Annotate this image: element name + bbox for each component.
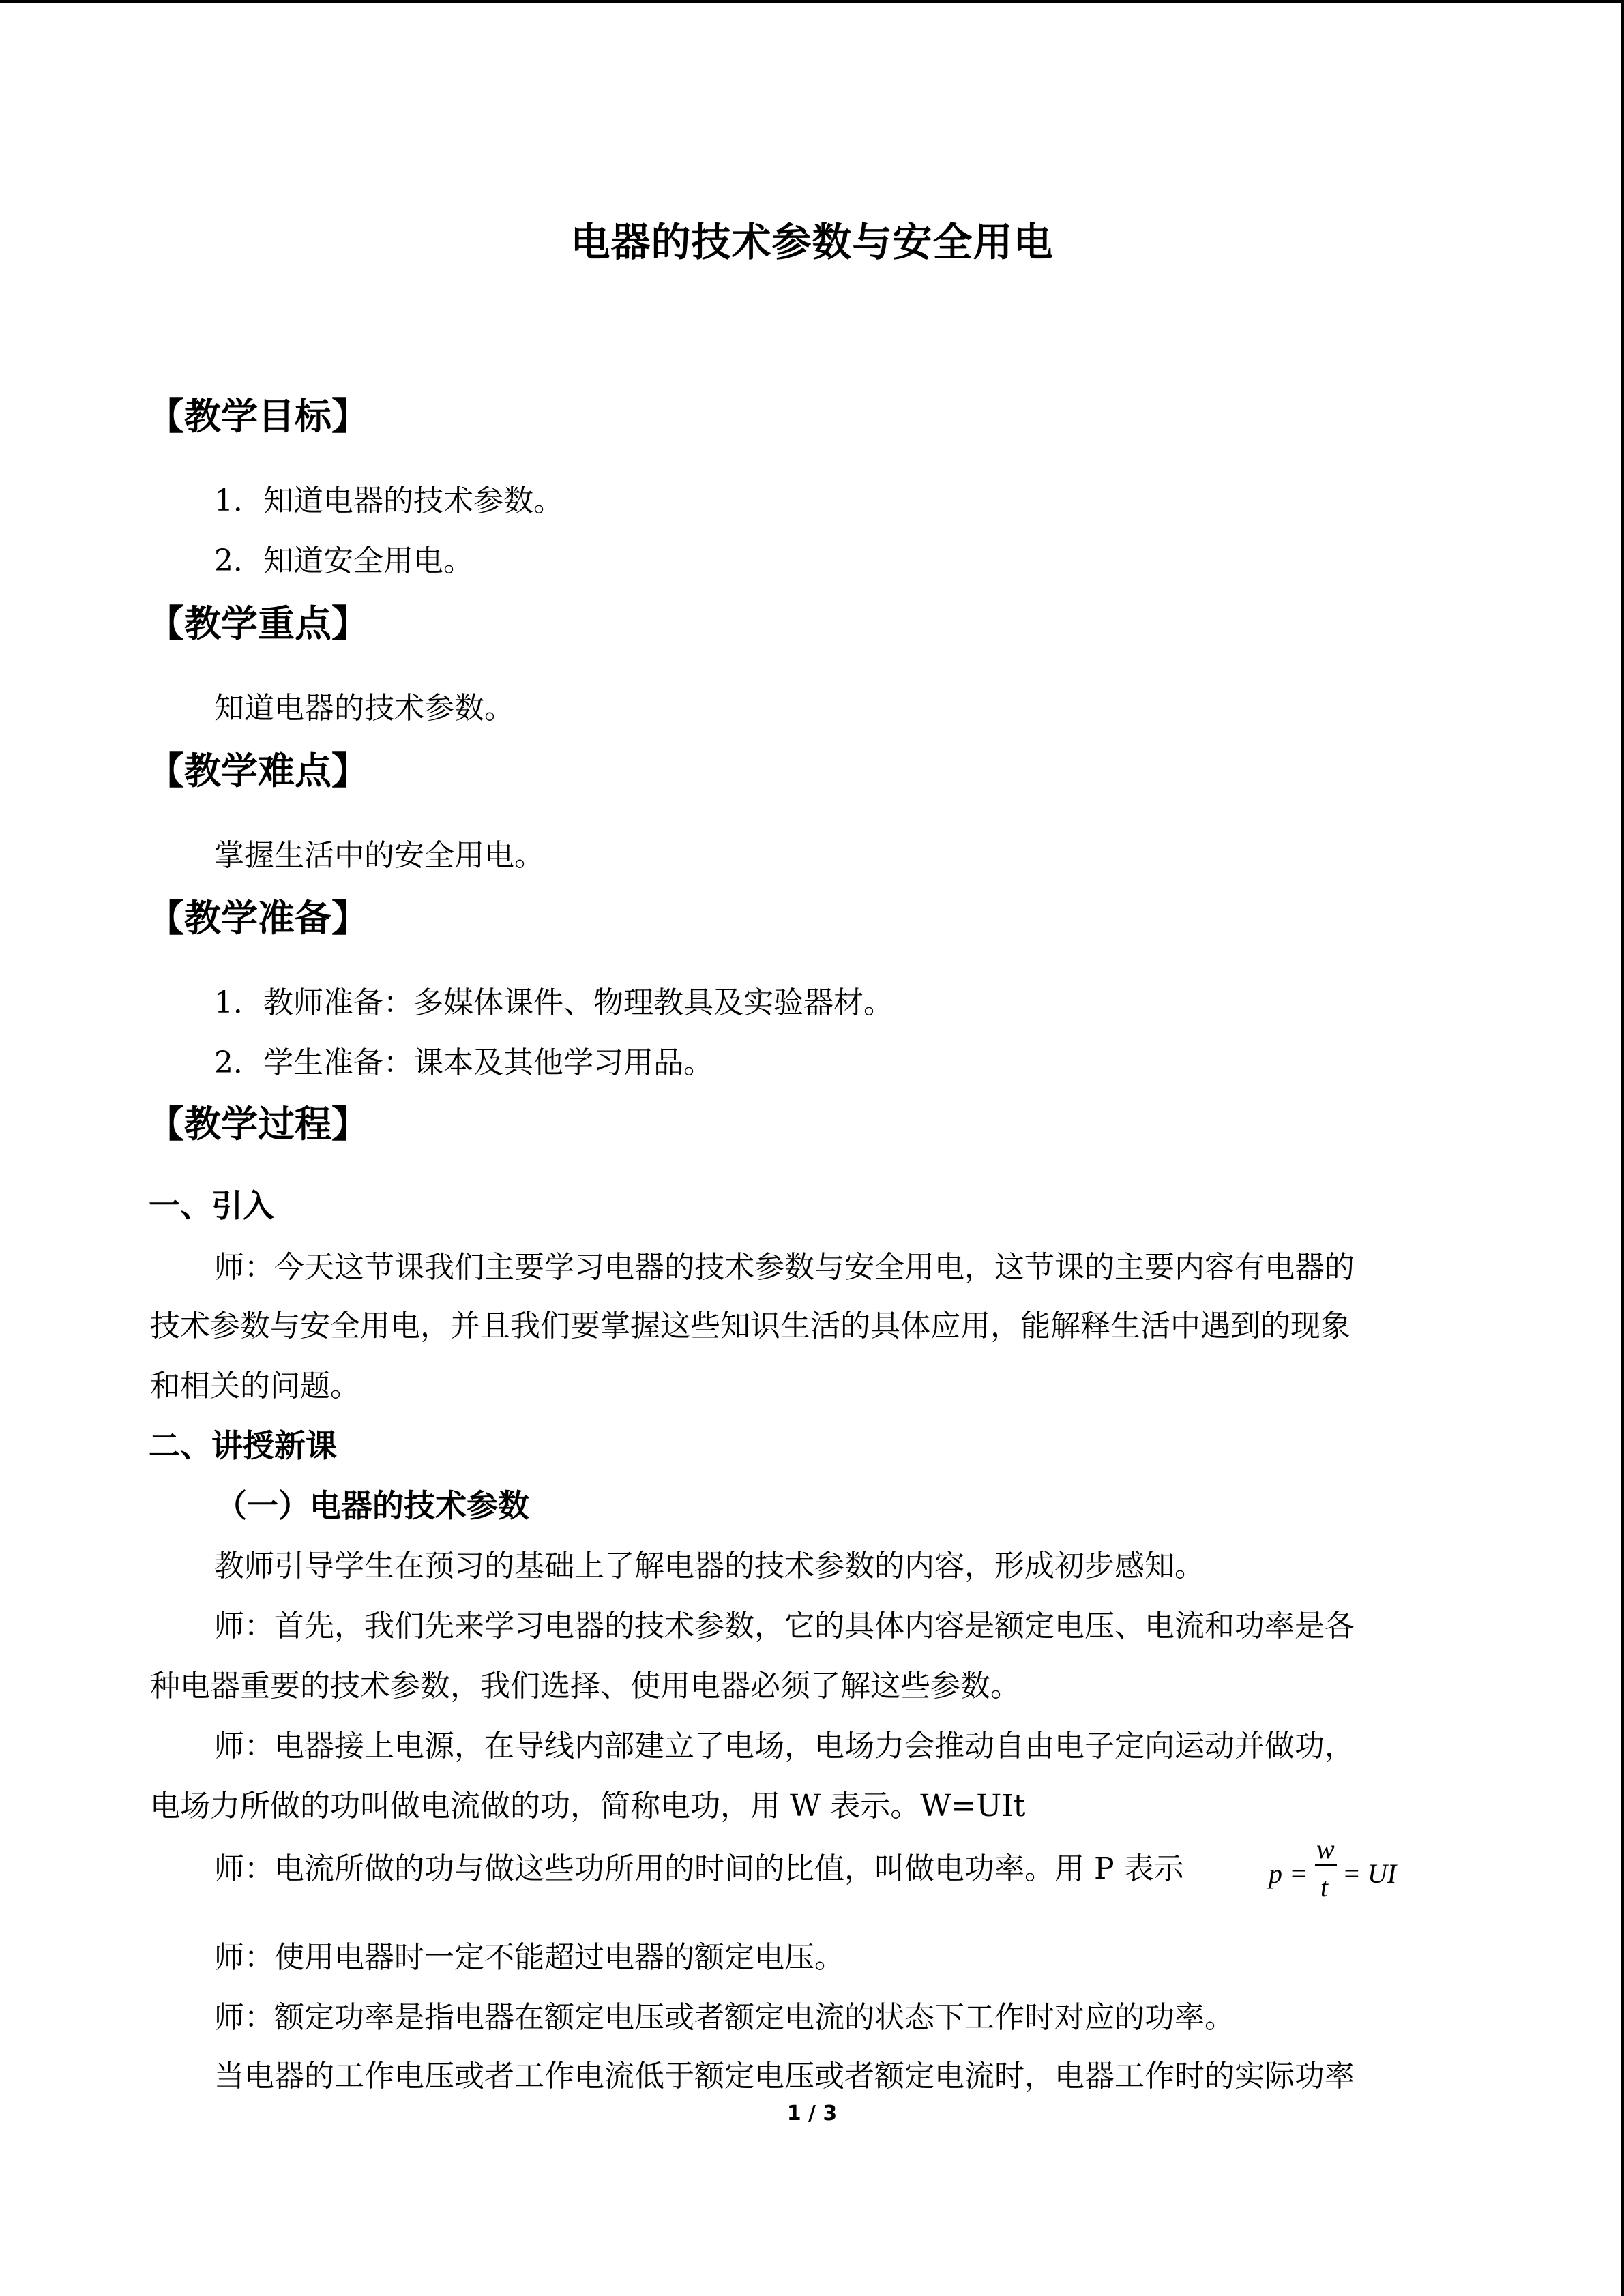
power-formula: [1269, 1834, 1405, 1912]
formula-rhs: = UI: [1342, 1858, 1397, 1889]
intro-line-1: 师：今天这节课我们主要学习电器的技术参数与安全用电，这节课的主要内容有电器的: [214, 1250, 1355, 1285]
difficulties-text: 掌握生活中的安全用电。: [214, 838, 544, 873]
intro-line-2: 技术参数与安全用电，并且我们要掌握这些知识生活的具体应用，能解释生活中遇到的现象: [150, 1309, 1350, 1343]
lesson-line-6: 师：电流所做的功与做这些功所用的时间的比值，叫做电功率。用 P 表示: [214, 1851, 1184, 1886]
key-points-text: 知道电器的技术参数。: [214, 691, 514, 726]
sub-heading: （一）电器的技术参数: [216, 1487, 529, 1524]
formula-numerator: w: [1316, 1834, 1335, 1864]
objective-item-2: 2．知道安全用电。: [214, 543, 473, 578]
process-heading: 【教学过程】: [147, 1103, 368, 1146]
lesson-line-4: 师：电器接上电源，在导线内部建立了电场，电场力会推动自由电子定向运动并做功，: [214, 1729, 1355, 1763]
key-points-heading: 【教学重点】: [147, 602, 368, 645]
lesson-line-8: 师：额定功率是指电器在额定电压或者额定电流的状态下工作时对应的功率。: [214, 2000, 1235, 2035]
top-border: [0, 0, 1624, 3]
objective-item-1: 1．知道电器的技术参数。: [214, 483, 563, 518]
fraction-bar: [1315, 1864, 1337, 1866]
lesson-line-2: 师：首先，我们先来学习电器的技术参数，它的具体内容是额定电压、电流和功率是各: [214, 1609, 1355, 1643]
difficulties-heading: 【教学难点】: [147, 749, 368, 792]
objectives-heading: 【教学目标】: [147, 395, 368, 438]
intro-line-3: 和相关的问题。: [150, 1369, 360, 1403]
formula-denominator: t: [1320, 1872, 1329, 1903]
preparation-item-1: 1．教师准备：多媒体课件、物理教具及实验器材。: [214, 985, 894, 1020]
lesson-line-9: 当电器的工作电压或者工作电流低于额定电压或者额定电流时，电器工作时的实际功率: [214, 2059, 1355, 2093]
preparation-item-2: 2．学生准备：课本及其他学习用品。: [214, 1045, 713, 1080]
formula-lhs: p =: [1269, 1858, 1308, 1889]
page-number: 1 / 3: [786, 2102, 838, 2126]
right-border: [1621, 0, 1624, 2296]
lesson-line-3: 种电器重要的技术参数，我们选择、使用电器必须了解这些参数。: [150, 1669, 1020, 1703]
lesson-line-7: 师：使用电器时一定不能超过电器的额定电压。: [214, 1940, 844, 1975]
preparation-heading: 【教学准备】: [147, 897, 368, 940]
new-lesson-heading: 二、讲授新课: [149, 1427, 337, 1464]
intro-heading: 一、引入: [149, 1187, 274, 1224]
lesson-line-1: 教师引导学生在预习的基础上了解电器的技术参数的内容，形成初步感知。: [214, 1549, 1205, 1583]
lesson-line-5: 电场力所做的功叫做电流做的功，简称电功，用 W 表示。W=UIt: [150, 1789, 1026, 1823]
page-title: 电器的技术参数与安全用电: [570, 219, 1054, 265]
